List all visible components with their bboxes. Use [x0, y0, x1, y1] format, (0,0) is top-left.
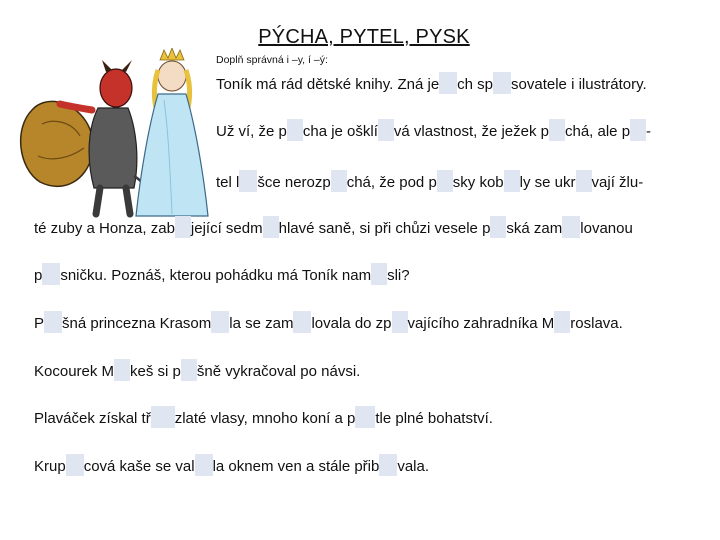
text-line-9: Krup cová kaše se val la oknem ven a stále přib vala. [34, 454, 429, 476]
text-line-6: P šná princezna Krasom la se zam lovala do zp vajícího zahradníka M roslava. [34, 311, 623, 333]
fill-blank[interactable] [562, 216, 580, 238]
text-line-4: té zuby a Honza, zab jející sedm hlavé saně, si při chůzi vesele p ská zam lovanou [34, 216, 633, 238]
fill-blank[interactable] [293, 311, 311, 333]
fill-blank[interactable] [437, 170, 453, 192]
fill-blank[interactable] [114, 359, 130, 381]
fill-blank[interactable] [493, 72, 511, 94]
fill-blank[interactable] [66, 454, 84, 476]
fill-blank[interactable] [439, 72, 457, 94]
fairy-tale-illustration [14, 48, 210, 220]
instruction-text: Doplň správná i –y, í –ý: [216, 54, 328, 66]
fill-blank[interactable] [554, 311, 570, 333]
fill-blank[interactable] [42, 263, 60, 285]
fill-blank[interactable] [287, 119, 303, 141]
fill-blank[interactable] [263, 216, 279, 238]
text-line-7: Kocourek M keš si p šně vykračoval po návsi. [34, 359, 360, 381]
page-title: PÝCHA, PYTEL, PYSK [258, 26, 470, 48]
fill-blank[interactable] [630, 119, 646, 141]
text-line-8: Plaváček získal tř zlaté vlasy, mnoho koní a p tle plné bohatství. [34, 406, 493, 428]
fill-blank[interactable] [379, 454, 397, 476]
fill-blank[interactable] [239, 170, 257, 192]
fill-blank[interactable] [392, 311, 408, 333]
fill-blank[interactable] [211, 311, 229, 333]
fill-blank[interactable] [181, 359, 197, 381]
fill-blank[interactable] [331, 170, 347, 192]
fill-blank[interactable] [151, 406, 175, 428]
text-line-1: Toník má rád dětské knihy. Zná je ch sp sovatele i ilustrátory. [216, 72, 647, 94]
fill-blank[interactable] [378, 119, 394, 141]
text-line-5: p sničku. Poznáš, kterou pohádku má Toník nam sli? [34, 263, 410, 285]
fill-blank[interactable] [549, 119, 565, 141]
fill-blank[interactable] [576, 170, 592, 192]
text-line-2: Už ví, že p cha je ošklí vá vlastnost, že ježek p chá, ale p - [216, 119, 651, 141]
fill-blank[interactable] [195, 454, 213, 476]
fill-blank[interactable] [175, 216, 191, 238]
fill-blank[interactable] [355, 406, 375, 428]
fill-blank[interactable] [44, 311, 62, 333]
text-line-3: tel l šce nerozp chá, že pod p sky kob ly se ukr vají žlu- [216, 170, 643, 192]
fill-blank[interactable] [504, 170, 520, 192]
fill-blank[interactable] [371, 263, 387, 285]
fill-blank[interactable] [490, 216, 506, 238]
